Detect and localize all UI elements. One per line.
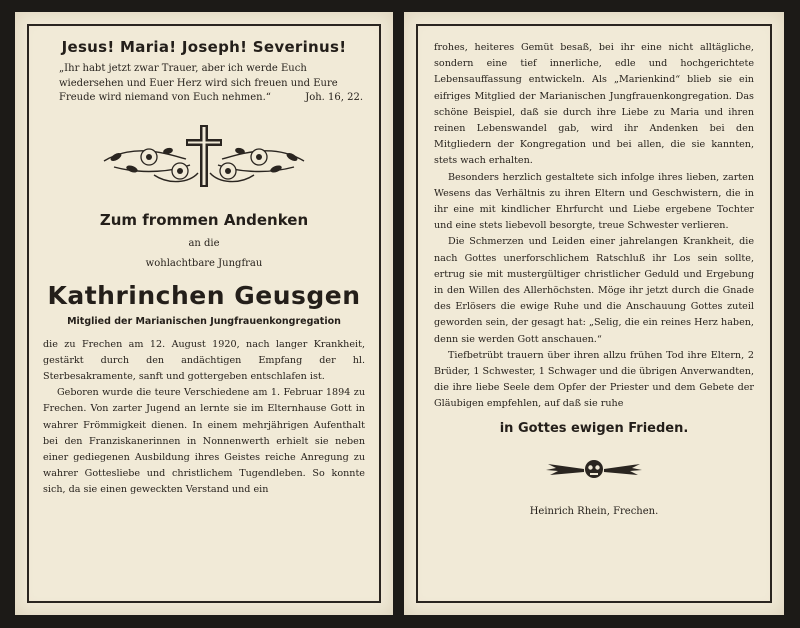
deceased-name: Kathrinchen Geusgen: [47, 280, 361, 310]
right-paragraph: Tiefbetrübt trauern über ihren allzu frühen Tod ihre Eltern, 2 Brüder, 1 Schwester, 1 Schwager und die übrigen Anverwandten, die ihre liebe Seele dem Opfer der Priester und dem Gebete der Gläubigen empfehlen, auf daß sie ruhe: [434, 349, 754, 410]
an-die-text: an die: [188, 237, 220, 249]
membership-line: Mitglied der Marianischen Jungfrauenkongregation: [67, 315, 341, 327]
bible-quote: „Ihr habt jetzt zwar Trauer, aber ich werde Euch wiedersehen und Euer Herz wird sich freuen und Eure Freude wird niemand von Euch nehmen.“: [59, 63, 338, 103]
printer-credit: Heinrich Rhein, Frechen.: [529, 505, 659, 517]
left-body-text: [43, 337, 365, 499]
bible-quote-reference: Joh. 16, 22.: [305, 91, 363, 103]
closing-line: in Gottes ewigen Frieden.: [499, 420, 689, 436]
right-body-text: [434, 40, 754, 413]
left-memorial-card: [15, 12, 393, 615]
cross-with-flowers-icon: [94, 123, 314, 189]
invocation-heading: Jesus! Maria! Joseph! Severinus!: [61, 38, 347, 56]
left-paragraph: Geboren wurde die teure Verschiedene am 1. Februar 1894 zu Frechen. Von zarter Jugend an lernte sie im Elternhause Gott in wahrer Frömmigkeit dienen. In einem mehrjährigen Aufenthalt bei den Franziskanerinnen in Nonnenwerth erhielt sie neben einer gediegenen Ausbildung ihres Geistes reiche Anregung zu wahrer Gottesliebe und christlichem Tugendleben. So konnte sich, da sie einen geweckten Verstand und ein: [43, 387, 365, 496]
winged-skull-icon: [544, 458, 644, 480]
honorific-text: wohlachtbare Jungfrau: [145, 257, 263, 269]
right-paragraph: Die Schmerzen und Leiden einer jahrelangen Krankheit, die nach Gottes unerforschlichem Ratschluß ihr Los sein sollte, ertrug sie mit mustergültiger christlicher Geduld und Ergebung in den Willen des Allerhöchsten. Möge ihr jetzt durch die Gnade des Erlösers die ewige Ruhe und die Anschauung Gottes zuteil geworden sein, der gesagt hat: „Selig, die ein reines Herz haben, denn sie werden Gott anschauen.“: [434, 236, 754, 345]
left-card-border: [27, 24, 381, 603]
memorial-title: Zum frommen Andenken: [99, 210, 309, 229]
left-paragraph: die zu Frechen am 12. August 1920, nach langer Krankheit, gestärkt durch den andächtigen Empfang der hl. Sterbesakramente, sanft und gottergeben entschlafen ist.: [43, 338, 365, 382]
right-paragraph: frohes, heiteres Gemüt besaß, bei ihr eine nicht alltägliche, sondern eine tief innerliche, edle und hochgerichtete Lebensauffassung entwickeln. Als „Marienkind“ blieb sie ein eifriges Mitglied der Marianischen Jungfrauenkongregation. Das schöne Beispiel, daß sie durch ihre Liebe zu Maria und ihren reinen Lebenswandel gab, wird ihr Andenken bei den Mitgliedern der Kongregation und bei allen, die sie kannten, stets wach erhalten.: [434, 42, 754, 167]
right-memorial-card: [404, 12, 784, 615]
right-card-border: [416, 24, 772, 603]
right-paragraph: Besonders herzlich gestaltete sich infolge ihres lieben, zarten Wesens das Verhältnis zu ihren Eltern und Geschwistern, die in ihr eine mit kindlicher Ehrfurcht und Liebe ergebene Tochter und eine stets liebevoll besorgte, treue Schwester verlieren.: [434, 171, 754, 232]
